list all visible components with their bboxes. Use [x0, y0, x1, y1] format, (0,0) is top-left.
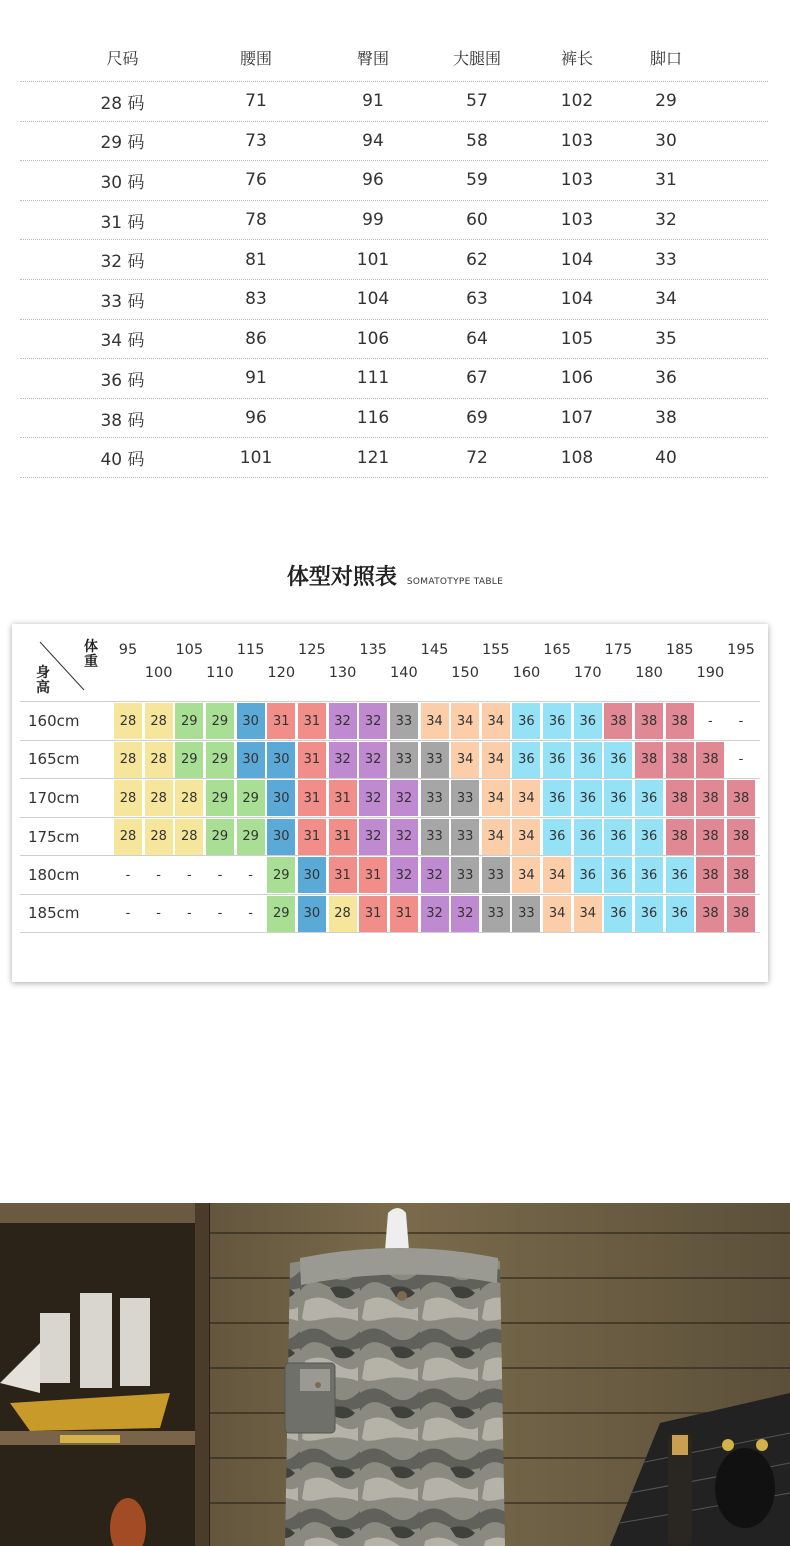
size-cell: 34: [482, 703, 510, 739]
size-table-cell: 91: [362, 91, 384, 112]
height-label: 185cm: [28, 904, 80, 923]
weight-label: 115: [236, 642, 265, 658]
size-table-cell: 40: [655, 447, 677, 468]
weight-label: 150: [451, 665, 479, 681]
size-table-cell: 96: [362, 170, 384, 191]
size-table-cell: 108: [560, 447, 594, 468]
size-table-header: [20, 34, 768, 82]
size-table-cell: 104: [356, 289, 390, 310]
size-table-row: [20, 280, 768, 320]
size-cell: 28: [114, 780, 142, 816]
size-table-cell: 35: [655, 328, 677, 349]
weight-label: 170: [573, 665, 602, 681]
somatotype-table: [12, 624, 768, 982]
size-table-cell: 73: [245, 130, 267, 151]
size-table-cell: 91: [245, 368, 267, 389]
size-cell: 31: [390, 896, 418, 932]
size-cell: 31: [298, 742, 326, 778]
size-table-cell: 69: [466, 408, 488, 429]
size-cell: -: [156, 906, 161, 922]
size-cell: 36: [512, 703, 540, 739]
size-table-cell: 71: [245, 91, 267, 112]
size-table-cell: 28 码: [100, 93, 145, 114]
size-cell: 31: [329, 857, 357, 893]
size-cell: 32: [359, 819, 387, 855]
height-row: [20, 817, 760, 856]
size-table-cell: 33: [655, 249, 677, 270]
size-table-cell: 36 码: [100, 370, 145, 391]
size-cell: 38: [727, 896, 755, 932]
size-cell: 29: [206, 742, 234, 778]
weight-label: 130: [328, 665, 357, 681]
size-cell: 32: [390, 819, 418, 855]
size-cell: 36: [574, 819, 602, 855]
size-cell: 29: [267, 857, 295, 893]
size-cell: 32: [359, 742, 387, 778]
size-cell: 30: [237, 742, 265, 778]
size-table-cell: 31: [655, 170, 677, 191]
corner-weight-label: 体 重: [84, 639, 98, 670]
size-table-cell: 83: [245, 289, 267, 310]
weight-label: 160: [512, 665, 541, 681]
size-cell: 36: [604, 780, 632, 816]
size-cell: 34: [482, 819, 510, 855]
size-table-row: [20, 240, 768, 280]
size-table-cell: 30: [655, 130, 677, 151]
size-table-cell: 81: [245, 249, 267, 270]
size-cell: 34: [574, 896, 602, 932]
size-table-row: [20, 201, 768, 241]
size-cell: 33: [390, 703, 418, 739]
size-cell: 32: [421, 896, 449, 932]
corner-height-label: 身 高: [36, 665, 50, 696]
size-cell: 31: [329, 780, 357, 816]
size-table-cell: 103: [560, 130, 594, 151]
size-cell: 28: [114, 819, 142, 855]
size-table-row: [20, 161, 768, 201]
size-cell: -: [217, 867, 223, 883]
height-row: [20, 778, 760, 817]
size-cell: 28: [145, 742, 173, 778]
size-cell: 31: [267, 703, 295, 739]
size-table-row: [20, 82, 768, 122]
size-cell: 36: [543, 819, 571, 855]
size-table-cell: 32: [655, 210, 677, 231]
size-cell: 33: [451, 780, 479, 816]
size-table-cell: 34: [655, 289, 677, 310]
size-table-cell: 72: [466, 447, 488, 468]
size-cell: 30: [267, 742, 295, 778]
size-cell: 30: [267, 780, 295, 816]
size-cell: 34: [421, 703, 449, 739]
size-cell: 33: [390, 742, 418, 778]
size-table-cell: 58: [466, 130, 488, 151]
size-cell: 34: [512, 780, 540, 816]
height-row: [20, 740, 760, 779]
size-table-cell: 60: [466, 210, 488, 231]
size-cell: 29: [206, 780, 234, 816]
size-table-cell: 96: [245, 408, 267, 429]
size-cell: 33: [421, 819, 449, 855]
size-cell: 38: [696, 819, 724, 855]
size-table-cell: 31 码: [100, 212, 145, 233]
size-cell: 36: [666, 857, 694, 893]
size-cell: 34: [482, 780, 510, 816]
size-cell: 32: [421, 857, 449, 893]
size-cell: 34: [482, 742, 510, 778]
size-cell: -: [707, 713, 713, 729]
height-row: [20, 855, 760, 894]
size-cell: 38: [696, 742, 724, 778]
weight-label: 140: [390, 665, 418, 681]
size-table-cell: 105: [560, 328, 594, 349]
size-cell: -: [125, 867, 131, 883]
size-cell: 38: [666, 742, 694, 778]
size-cell: 34: [512, 857, 540, 893]
size-cell: 38: [727, 819, 755, 855]
size-table-cell: 64: [466, 328, 488, 349]
size-cell: 36: [574, 780, 602, 816]
size-cell: 38: [696, 780, 724, 816]
size-table-cell: 29 码: [100, 133, 145, 154]
size-cell: 36: [543, 703, 571, 739]
weight-axis: [12, 624, 768, 700]
weight-label: 180: [635, 665, 663, 681]
somatotype-title-zh: 体型对照表: [286, 565, 397, 590]
size-table-cell: 36: [655, 368, 677, 389]
size-table-cell: 63: [466, 289, 488, 310]
size-cell: 32: [390, 780, 418, 816]
size-cell: 33: [482, 857, 510, 893]
size-cell: 36: [635, 896, 663, 932]
size-cell: 36: [512, 742, 540, 778]
size-cell: 29: [237, 780, 265, 816]
size-cell: 31: [359, 857, 387, 893]
size-table-cell: 67: [466, 368, 488, 389]
weight-label: 185: [665, 642, 694, 658]
size-table: [20, 34, 768, 478]
size-cell: 32: [451, 896, 479, 932]
size-table-cell: 106: [560, 368, 594, 389]
weight-label: 105: [175, 642, 204, 658]
size-cell: 36: [574, 703, 602, 739]
size-table-cell: 59: [466, 170, 488, 191]
size-table-cell: 38 码: [100, 410, 145, 431]
header-thigh: 大腿围: [452, 49, 501, 68]
size-table-cell: 99: [362, 210, 384, 231]
weight-label: 195: [727, 642, 755, 658]
weight-label: 110: [206, 665, 234, 681]
size-cell: 38: [666, 819, 694, 855]
size-cell: 33: [451, 819, 479, 855]
size-cell: 36: [574, 742, 602, 778]
size-table-cell: 101: [239, 447, 273, 468]
size-cell: 33: [421, 742, 449, 778]
size-cell: 34: [543, 896, 571, 932]
size-table-cell: 86: [245, 328, 267, 349]
size-cell: 28: [114, 703, 142, 739]
size-cell: 31: [298, 819, 326, 855]
weight-label: 100: [144, 665, 173, 681]
somatotype-grid: [20, 701, 760, 933]
size-cell: 36: [604, 896, 632, 932]
weight-label: 120: [267, 665, 296, 681]
size-table-cell: 116: [356, 408, 390, 429]
size-cell: 36: [543, 742, 571, 778]
size-table-cell: 107: [560, 408, 594, 429]
size-cell: -: [248, 906, 253, 922]
weight-label: 135: [359, 642, 388, 658]
size-table-cell: 76: [245, 170, 267, 191]
header-length: 裤长: [560, 49, 593, 68]
height-label: 170cm: [28, 788, 80, 807]
header-hip: 臀围: [356, 49, 389, 68]
size-cell: 36: [635, 780, 663, 816]
size-cell: 29: [175, 703, 203, 739]
size-cell: 38: [727, 780, 755, 816]
header-hem: 脚口: [649, 49, 682, 68]
height-row: [20, 701, 760, 740]
size-cell: 29: [237, 819, 265, 855]
somatotype-title: [0, 560, 790, 591]
size-cell: 32: [329, 742, 357, 778]
size-cell: 36: [635, 857, 663, 893]
size-cell: 29: [206, 819, 234, 855]
size-cell: 36: [604, 857, 632, 893]
size-table-cell: 29: [655, 91, 677, 112]
size-cell: 38: [666, 780, 694, 816]
size-cell: 31: [329, 819, 357, 855]
size-cell: 31: [298, 703, 326, 739]
size-cell: 38: [727, 857, 755, 893]
weight-label: 125: [298, 642, 326, 658]
header-waist: 腰围: [239, 49, 272, 68]
size-cell: 33: [482, 896, 510, 932]
size-cell: 29: [206, 703, 234, 739]
size-cell: 28: [145, 703, 173, 739]
size-table-cell: 40 码: [100, 450, 145, 471]
weight-label: 165: [543, 642, 571, 658]
size-cell: 28: [329, 896, 357, 932]
size-table-cell: 78: [245, 210, 267, 231]
size-cell: 32: [390, 857, 418, 893]
size-cell: 34: [543, 857, 571, 893]
size-cell: 30: [298, 857, 326, 893]
size-table-cell: 94: [362, 130, 384, 151]
size-table-row: [20, 438, 768, 478]
size-table-cell: 103: [560, 210, 594, 231]
size-cell: 31: [359, 896, 387, 932]
weight-label: 145: [420, 642, 449, 658]
height-label: 180cm: [28, 866, 80, 885]
size-cell: 28: [145, 780, 173, 816]
product-photo-illustration: [0, 1203, 790, 1546]
size-table-cell: 106: [356, 328, 390, 349]
size-table-row: [20, 399, 768, 439]
weight-label: 155: [481, 642, 510, 658]
size-table-row: [20, 320, 768, 360]
size-cell: 36: [666, 896, 694, 932]
size-table-cell: 32 码: [100, 252, 145, 273]
size-cell: 36: [574, 857, 602, 893]
size-table-cell: 102: [560, 91, 594, 112]
size-cell: -: [125, 906, 131, 922]
size-cell: 29: [175, 742, 203, 778]
size-cell: 36: [543, 780, 571, 816]
weight-label: 190: [696, 665, 725, 681]
size-cell: 30: [237, 703, 265, 739]
size-cell: 32: [359, 780, 387, 816]
header-size: 尺码: [106, 49, 139, 68]
height-label: 165cm: [28, 750, 80, 769]
size-table-cell: 104: [560, 249, 594, 270]
size-table-cell: 30 码: [100, 172, 145, 193]
size-cell: 28: [175, 819, 203, 855]
size-table-row: [20, 359, 768, 399]
size-table-cell: 34 码: [100, 331, 145, 352]
size-cell: 28: [114, 742, 142, 778]
size-cell: 34: [451, 703, 479, 739]
size-cell: 36: [604, 742, 632, 778]
size-cell: 30: [267, 819, 295, 855]
size-cell: 38: [696, 896, 724, 932]
size-cell: -: [738, 752, 744, 768]
size-cell: 34: [512, 819, 540, 855]
size-table-cell: 57: [466, 91, 488, 112]
size-cell: 30: [298, 896, 326, 932]
size-cell: -: [156, 867, 161, 883]
size-cell: 38: [696, 857, 724, 893]
size-cell: 34: [451, 742, 479, 778]
size-table-cell: 33 码: [100, 291, 145, 312]
size-table-cell: 38: [655, 408, 677, 429]
size-table-row: [20, 122, 768, 162]
size-cell: -: [186, 867, 192, 883]
height-row: [20, 894, 760, 933]
size-table-cell: 101: [356, 249, 390, 270]
height-label: 175cm: [28, 827, 80, 846]
weight-label: 95: [118, 642, 138, 658]
size-cell: 33: [421, 780, 449, 816]
size-cell: 36: [635, 819, 663, 855]
size-cell: 31: [298, 780, 326, 816]
weight-label: 175: [604, 642, 633, 658]
size-table-cell: 111: [356, 368, 390, 389]
size-table-cell: 103: [560, 170, 594, 191]
size-cell: 32: [329, 703, 357, 739]
size-table-cell: 62: [466, 249, 488, 270]
size-cell: 32: [359, 703, 387, 739]
size-cell: 38: [604, 703, 632, 739]
size-cell: 38: [666, 703, 694, 739]
size-table-cell: 121: [356, 447, 390, 468]
size-cell: 38: [635, 703, 663, 739]
size-cell: 28: [175, 780, 203, 816]
size-cell: 33: [512, 896, 540, 932]
size-table-cell: 104: [560, 289, 594, 310]
size-cell: 36: [604, 819, 632, 855]
product-photo: [0, 1203, 790, 1546]
size-cell: 33: [451, 857, 479, 893]
size-cell: 29: [267, 896, 295, 932]
size-cell: -: [217, 906, 223, 922]
height-label: 160cm: [28, 711, 80, 730]
size-cell: -: [248, 867, 253, 883]
somatotype-title-en: SOMATOTYPE TABLE: [406, 577, 504, 587]
size-cell: 38: [635, 742, 663, 778]
size-cell: -: [186, 906, 192, 922]
size-cell: -: [738, 713, 744, 729]
size-cell: 28: [145, 819, 173, 855]
